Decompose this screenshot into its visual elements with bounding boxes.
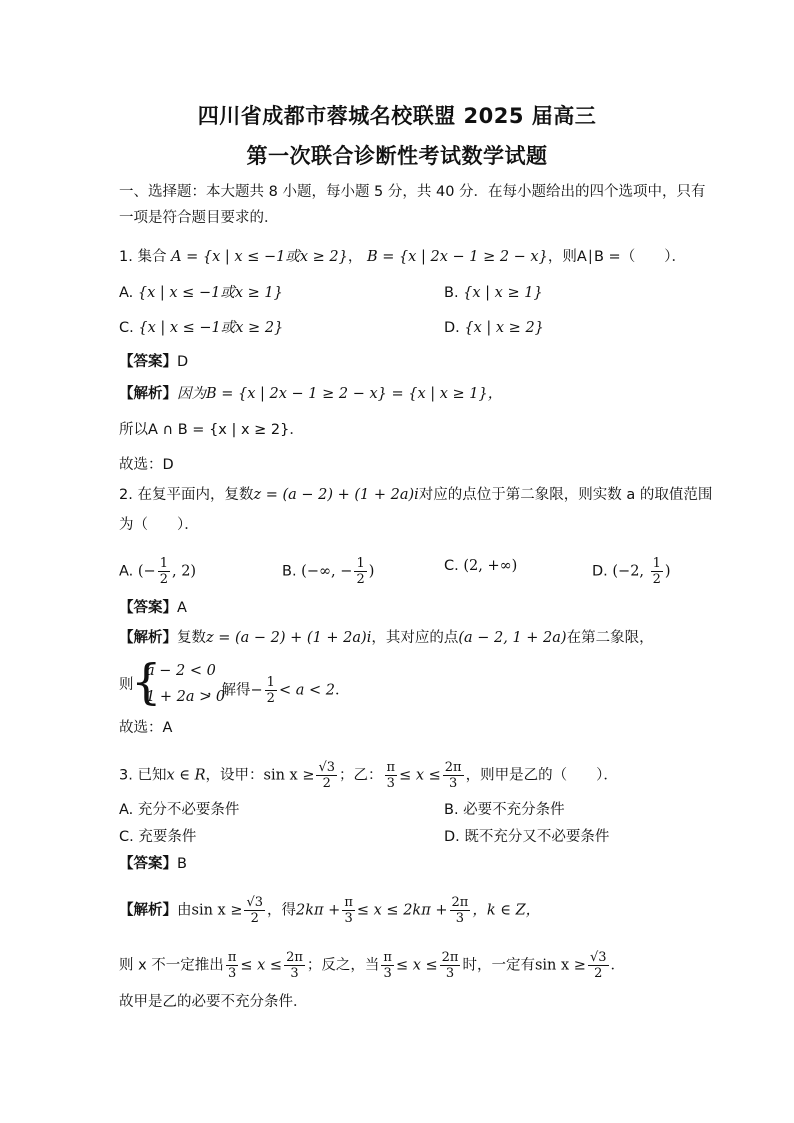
q1-stem	[119, 247, 686, 267]
q1-option-b-label: B.	[444, 285, 459, 301]
q3-a2-range-2: ≤ x ≤	[395, 957, 438, 974]
q2-answer	[119, 598, 187, 618]
q1-answer-tag: 【答案】	[119, 354, 177, 370]
q1-option-b	[444, 283, 543, 303]
q2-result-right: < a < 2	[278, 682, 335, 699]
q1-comma: ，	[347, 249, 363, 265]
q3-a2-twopi-fraction-1	[284, 950, 305, 981]
q2-option-c	[444, 556, 517, 576]
q3-a2-mid2: 时，一定有	[462, 957, 535, 974]
q1-option-c	[119, 318, 283, 338]
q3-option-c	[119, 827, 196, 847]
q3-option-a	[119, 800, 239, 820]
q2-option-b-label: B.	[282, 563, 297, 580]
fraction-denominator: 2	[266, 691, 275, 706]
fraction-numerator: √3	[246, 895, 264, 910]
q3-answer	[119, 854, 187, 874]
section-instructions-line2: 一项是符合题目要求的．	[119, 210, 279, 226]
q2-option-b	[282, 556, 374, 587]
q2-answer-tag: 【答案】	[119, 600, 177, 616]
q2-option-a-right: , 2)	[171, 563, 197, 580]
q3-stem-sin: sin x ≥	[263, 767, 315, 784]
q3-a2-end: ．	[610, 957, 625, 974]
q1-option-b-text: {x | x ≥ 1}	[463, 285, 543, 301]
fraction-numerator: √3	[589, 950, 607, 965]
fraction-numerator: 2π	[286, 950, 303, 965]
q3-stem-sqrt-fraction	[316, 760, 337, 791]
exam-title-line1: 四川省成都市蓉城名校联盟 2025 届高三	[197, 104, 597, 128]
q3-option-d	[444, 827, 609, 847]
q1-option-a	[119, 283, 283, 303]
q3-number: 3.	[119, 767, 133, 784]
q3-stem-x: x ∈ R	[166, 767, 206, 784]
q1-option-a-text: {x | x ≤ −1或x ≥ 1}	[137, 285, 283, 301]
fraction-numerator: 2π	[444, 760, 462, 775]
q3-a1-pre: 由	[177, 902, 192, 919]
fraction-denominator: 3	[449, 776, 458, 791]
q1-option-d-text: {x | x ≥ 2}	[464, 320, 544, 336]
q3-a1-k1: 2kπ +	[296, 902, 341, 919]
q3-a1-k: ，k ∈ Z，	[472, 902, 541, 919]
q1-ask: ，则A∣B =（ ）．	[547, 249, 686, 265]
q1-conclusion: 故选：D	[119, 457, 174, 473]
fraction-denominator: 2	[159, 572, 168, 587]
q2-analysis1-b: ，其对应的点	[371, 630, 459, 646]
q3-option-d-text: 既不充分又不必要条件	[464, 829, 610, 845]
fraction-numerator: 1	[266, 675, 275, 690]
q2-option-b-right: )	[368, 563, 375, 580]
q1-set-b: B = {x | 2x − 1 ≥ 2 − x}	[366, 249, 548, 265]
fraction-denominator: 2	[594, 966, 603, 981]
q3-option-b	[444, 800, 565, 820]
fraction-denominator: 3	[344, 911, 353, 926]
q2-analysis-line1	[119, 628, 654, 648]
fraction-denominator: 2	[652, 572, 661, 587]
q2-system-inequality-2: 1 + 2a > 0	[146, 689, 226, 705]
q2-stem-line1	[119, 485, 712, 505]
fraction-numerator: 1	[652, 556, 661, 571]
fraction-denominator: 3	[445, 966, 455, 981]
q1-option-c-text: {x | x ≤ −1或x ≥ 2}	[138, 320, 284, 336]
q3-analysis-tag: 【解析】	[119, 902, 177, 919]
q3-a2-pi-fraction-2	[381, 950, 394, 981]
q3-stem-range: ≤ x ≤	[399, 767, 441, 784]
q3-option-a-label: A.	[119, 802, 134, 818]
q3-a1-pi-fraction	[342, 895, 355, 926]
fraction-denominator: 3	[455, 911, 465, 926]
fraction-denominator: 2	[322, 776, 331, 791]
q3-a2-sqrt-fraction	[588, 950, 609, 981]
q2-option-d-right: )	[664, 563, 671, 580]
fraction-numerator: π	[383, 950, 392, 965]
q3-analysis-line1	[119, 895, 540, 926]
q3-stem-pi-fraction	[385, 760, 398, 791]
q2-stem-line2: 为（ ）．	[119, 517, 199, 533]
q2-analysis1-expression: z = (a − 2) + (1 + 2a)i	[206, 630, 372, 646]
q3-a1-mid: ，得	[267, 902, 297, 919]
q1-option-d-label: D.	[444, 320, 460, 336]
q2-option-a-left: (−	[137, 563, 156, 580]
fraction-denominator: 3	[290, 966, 299, 981]
q2-analysis1-c: 在第二象限，	[566, 630, 654, 646]
q2-option-b-left: (−∞, −	[301, 563, 353, 580]
q1-option-a-label: A.	[119, 285, 134, 301]
q3-a2-sin: sin x ≥	[534, 957, 586, 974]
fraction-denominator: 2	[250, 911, 259, 926]
fraction-numerator: √3	[318, 760, 336, 775]
q2-option-c-text: (2, +∞)	[463, 558, 518, 574]
q3-option-a-text: 充分不必要条件	[137, 802, 240, 818]
fraction-denominator: 3	[386, 776, 395, 791]
q3-option-c-text: 充要条件	[138, 829, 197, 845]
q3-stem-b: ，设甲：	[205, 767, 264, 784]
q3-stem-a: 已知	[137, 767, 167, 784]
q3-a2-range-1: ≤ x ≤	[240, 957, 283, 974]
q2-option-d-label: D.	[592, 563, 608, 580]
q2-stem-b: 对应的点位于第二象限，则实数 a 的取值范围	[418, 487, 713, 503]
q3-answer-tag: 【答案】	[119, 856, 177, 872]
exam-title-line2: 第一次联合诊断性考试数学试题	[246, 144, 548, 168]
q2-answer-value: A	[177, 600, 187, 616]
fraction-denominator: 3	[227, 966, 237, 981]
q1-option-d	[444, 318, 544, 338]
q3-stem-d: ，则甲是乙的（ ）．	[465, 767, 618, 784]
q1-set-a: A = {x | x ≤ −1或x ≥ 2}	[171, 249, 348, 265]
fraction-numerator: 1	[159, 556, 168, 571]
q3-option-b-text: 必要不充分条件	[463, 802, 565, 818]
q3-a2-pi-fraction-1	[226, 950, 239, 981]
q2-option-a-fraction	[158, 556, 170, 587]
q3-answer-value: B	[177, 856, 187, 872]
q1-number: 1.	[119, 249, 133, 265]
section-instructions-line1: 一、选择题：本大题共 8 小题，每小题 5 分，共 40 分．在每小题给出的四个选项中，只有	[119, 184, 706, 200]
q3-a2-twopi-fraction-2	[440, 950, 461, 981]
q1-answer-value: D	[177, 354, 189, 370]
q1-analysis-tag: 【解析】	[119, 386, 177, 402]
q2-result-fraction	[265, 675, 277, 706]
q2-option-c-label: C.	[444, 558, 459, 574]
q3-a1-sqrt-fraction	[244, 895, 265, 926]
fraction-numerator: π	[386, 760, 396, 775]
q2-analysis-line2-result	[207, 675, 349, 706]
q1-analysis-line1	[119, 384, 502, 404]
q3-conclusion: 故甲是乙的必要不充分条件．	[119, 994, 308, 1010]
fraction-denominator: 2	[356, 572, 365, 587]
q3-stem-c: ；乙：	[339, 767, 383, 784]
q2-number: 2.	[119, 487, 133, 503]
system-brace-icon: {	[131, 654, 162, 710]
q2-analysis2-end: ．	[334, 682, 350, 699]
q2-conclusion: 故选：A	[119, 720, 173, 736]
q2-result-minus: −	[250, 682, 263, 699]
q1-prefix: 集合	[137, 249, 167, 265]
q3-option-c-label: C.	[119, 829, 134, 845]
q3-a2-mid: ；反之，当	[306, 957, 380, 974]
q2-option-d-fraction	[651, 556, 663, 587]
q1-answer	[119, 352, 188, 372]
q2-option-a	[119, 556, 196, 587]
fraction-numerator: π	[227, 950, 237, 965]
q3-option-d-label: D.	[444, 829, 460, 845]
q2-system-inequality-1: a − 2 < 0	[146, 663, 216, 679]
q3-option-b-label: B.	[444, 802, 459, 818]
q3-stem-twopi-fraction	[443, 760, 464, 791]
q3-a1-twopi-fraction	[450, 895, 471, 926]
q3-analysis-line2	[119, 950, 625, 981]
q2-option-a-label: A.	[119, 563, 134, 580]
q2-stem-a: 在复平面内，复数	[137, 487, 254, 503]
q2-option-b-fraction	[354, 556, 366, 587]
q3-stem	[119, 760, 618, 791]
q2-option-d	[592, 556, 671, 587]
q3-a1-mid2: ≤ x ≤ 2kπ +	[356, 902, 448, 919]
q2-option-d-left: (−2,	[612, 563, 649, 580]
q2-analysis-line2-prefix: 则	[119, 677, 134, 693]
q2-analysis-tag: 【解析】	[119, 630, 177, 646]
q1-analysis-line2: 所以A ∩ B = {x | x ≥ 2}．	[119, 422, 304, 438]
fraction-denominator: 3	[383, 966, 392, 981]
fraction-numerator: 2π	[451, 895, 469, 910]
fraction-numerator: 1	[356, 556, 365, 571]
q3-a1-sin: sin x ≥	[191, 902, 243, 919]
q2-analysis2-mid: ，解得	[207, 682, 251, 699]
fraction-numerator: π	[344, 895, 353, 910]
fraction-numerator: 2π	[441, 950, 459, 965]
q1-analysis1-text: 因为B = {x | 2x − 1 ≥ 2 − x} = {x | x ≥ 1}，	[177, 386, 503, 402]
q2-stem-expression: z = (a − 2) + (1 + 2a)i	[253, 487, 419, 503]
q2-analysis1-a: 复数	[177, 630, 206, 646]
q3-a2-pre: 则 x 不一定推出	[119, 957, 224, 974]
q1-option-c-label: C.	[119, 320, 134, 336]
q2-analysis1-point: (a − 2, 1 + 2a)	[458, 630, 567, 646]
